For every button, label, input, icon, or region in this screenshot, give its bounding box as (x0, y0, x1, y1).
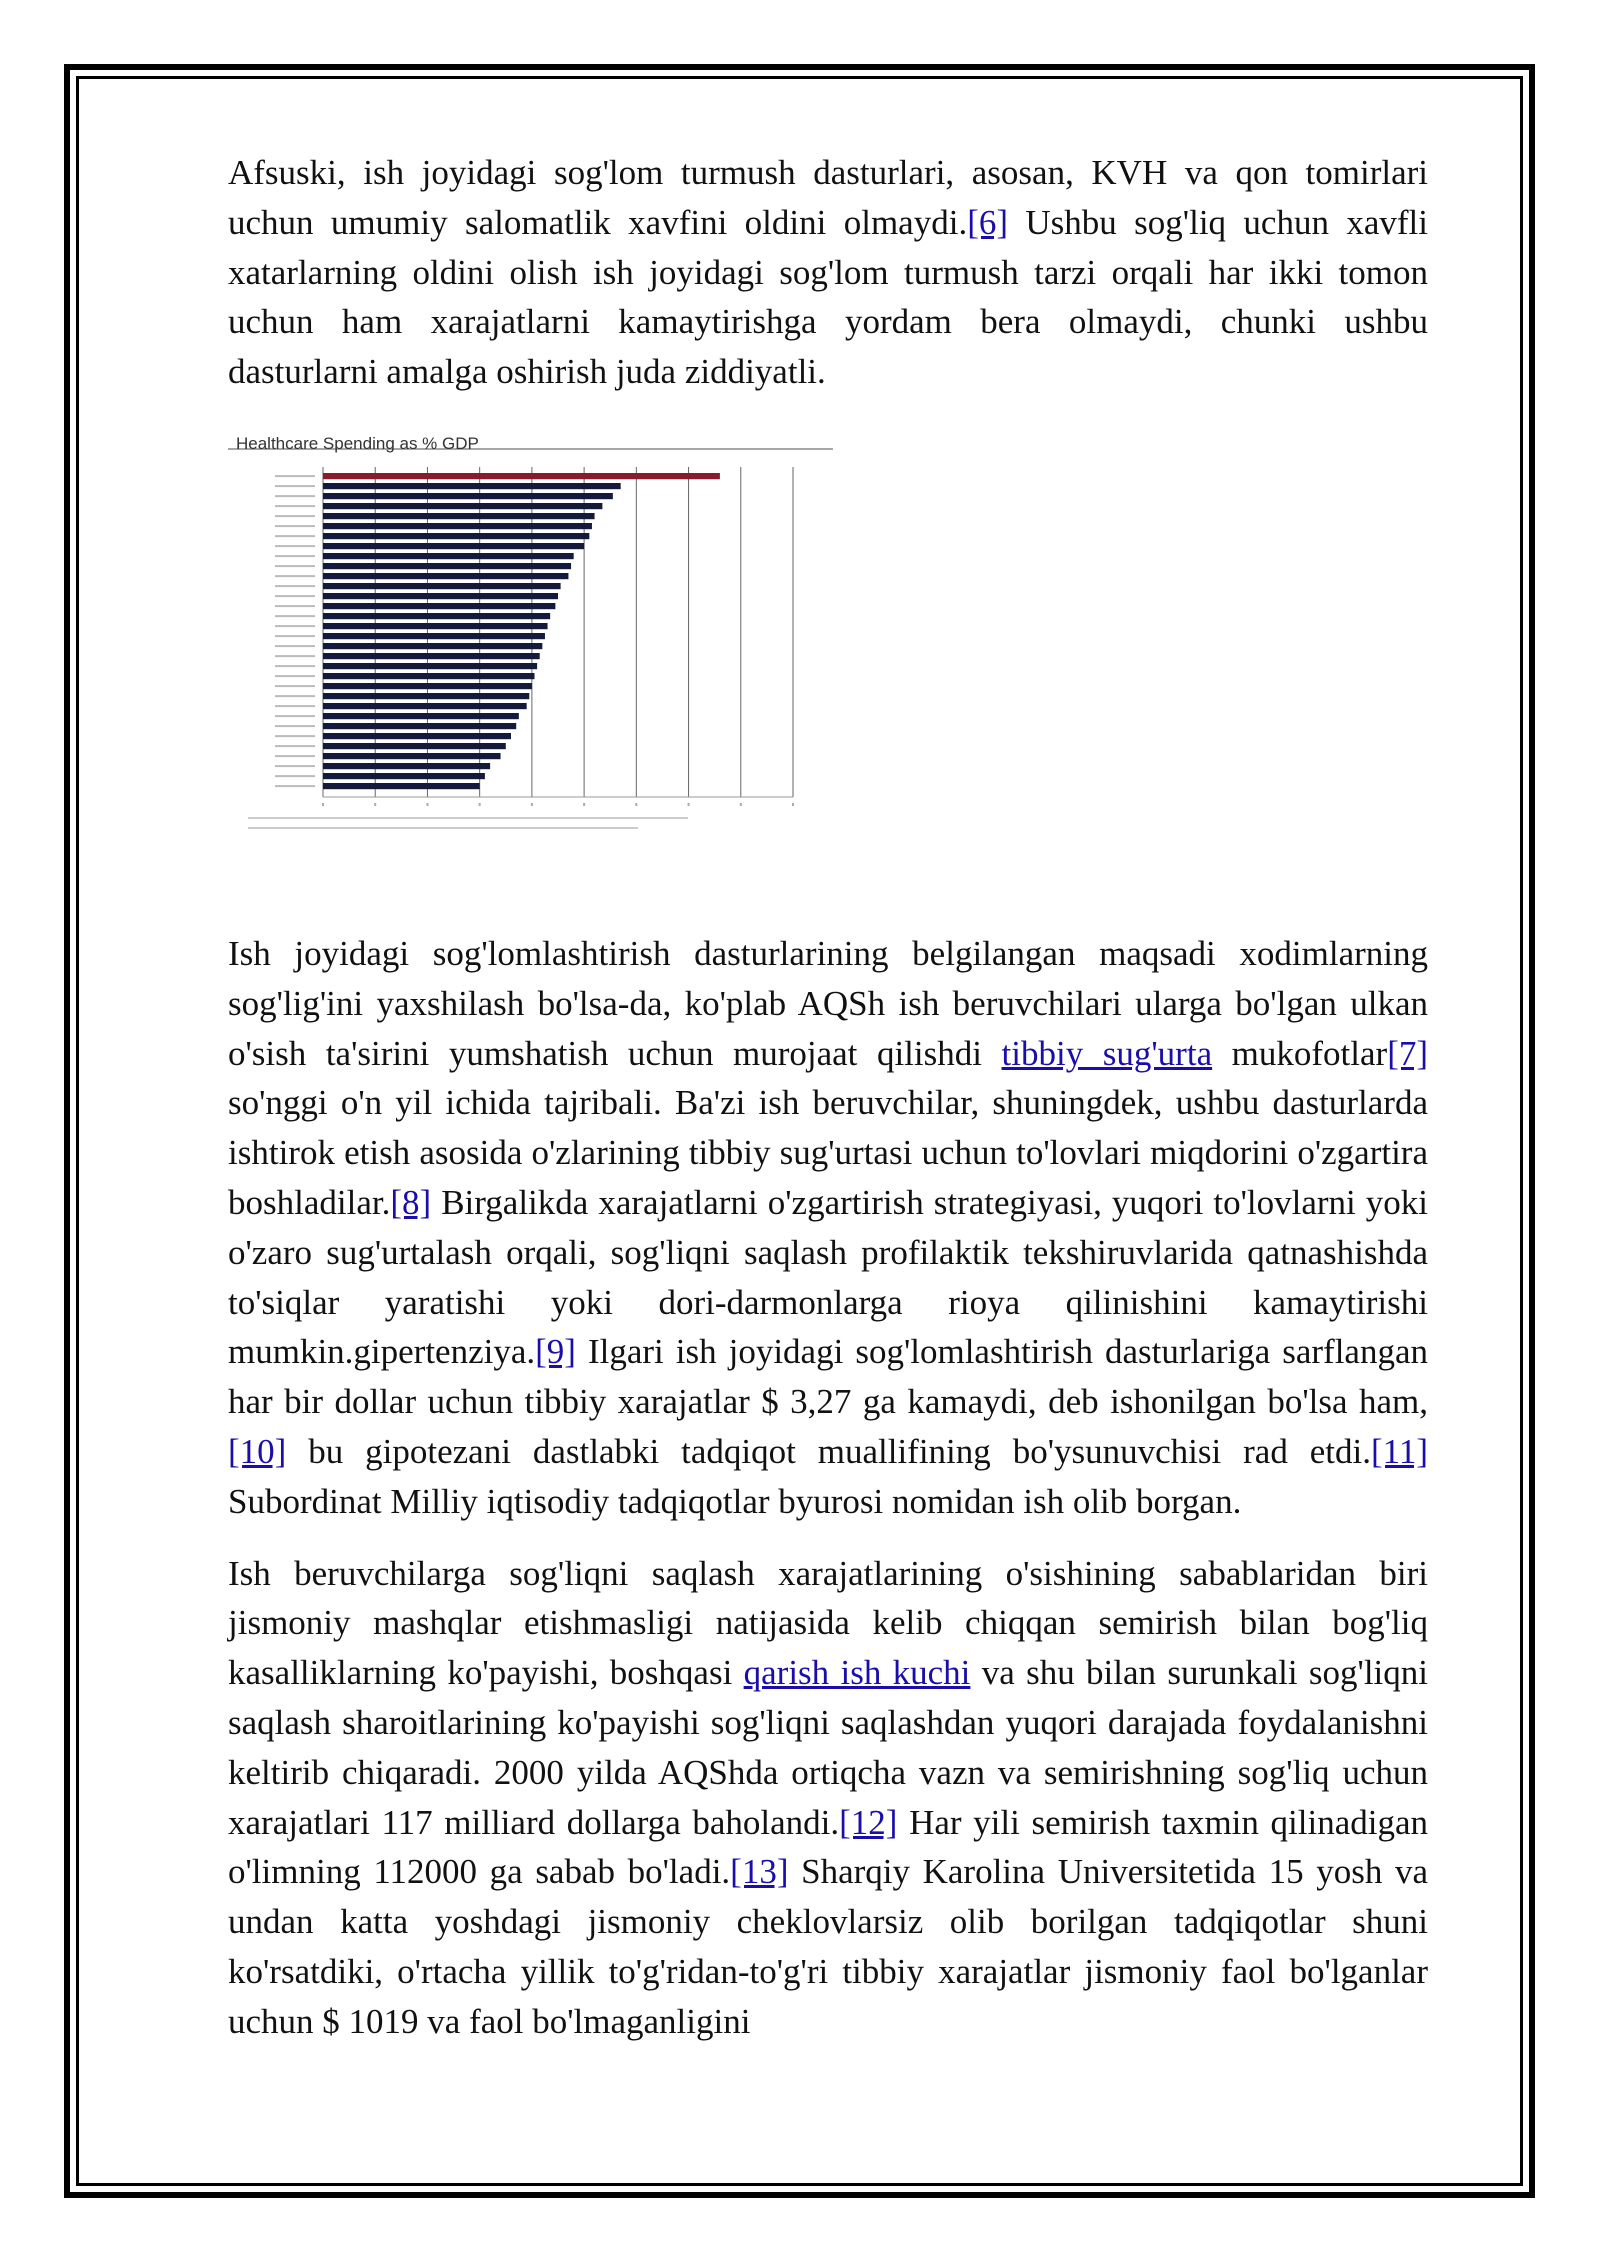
chart-tick-mark (479, 803, 481, 806)
chart-category-label-mark (275, 745, 315, 747)
chart-category-label-mark (275, 635, 315, 637)
chart-tick-mark (374, 803, 376, 806)
paragraph-text: Subordinat Milliy iqtisodiy tadqiqotlar byurosi nomidan ish olib borgan. (228, 1481, 1242, 1521)
chart-tick-mark (740, 803, 742, 806)
chart-bar (323, 753, 501, 759)
chart-category-label-mark (275, 755, 315, 757)
chart-category-label-mark (275, 585, 315, 587)
chart-category-label-mark (275, 725, 315, 727)
paragraph-text: va shu bilan surunkali sog'liqni saqlash sharoitlarining ko'payishi sog'liqni saqlashdan yuqori darajada foydalanishni keltirib chiqaradi. 2000 yilda AQShda ortiqcha vazn va semirishning sog'liq uchun xarajatlari 117 milliard dollarga baholandi. (228, 1653, 1428, 1842)
chart-bar (323, 693, 529, 699)
chart-bar (323, 553, 574, 559)
chart-category-label-mark (275, 595, 315, 597)
link-tibbiy-sugurta[interactable]: tibbiy sug'urta (1001, 1033, 1213, 1073)
chart-tick-mark (688, 803, 690, 806)
paragraph-2 (228, 929, 1428, 1527)
chart-bar (323, 723, 516, 729)
chart-category-label-mark (275, 605, 315, 607)
chart-bar (323, 633, 545, 639)
chart-category-label-mark (275, 685, 315, 687)
chart-bar (323, 563, 571, 569)
paragraph-text: mukofotlar (1212, 1033, 1388, 1073)
document-body (228, 148, 1428, 2047)
chart-category-label-mark (275, 575, 315, 577)
chart-category-label-mark (275, 555, 315, 557)
healthcare-spending-chart (228, 417, 838, 857)
paragraph-text: Ushbu sog'liq uchun xavfli xatarlarning oldini olish ish joyidagi sog'lom turmush tarzi orqali har ikki tomon uchun ham xarajatlarni kamaytirishga yordam bera olmaydi, chunki ushbu dasturlarni amalga oshirish juda ziddiyatli. (228, 202, 1428, 392)
chart-bar (323, 603, 555, 609)
paragraph-text: so'nggi o'n yil ichida tajribali. Ba'zi ish beruvchilar, shuningdek, ushbu dasturlarda ishtirok etish asosida o'zlarining tibbiy sug'urtasi uchun to'lovlari miqdorini o'zgartira boshladilar. (228, 1083, 1428, 1222)
chart-category-label-mark (275, 525, 315, 527)
chart-bar (323, 713, 519, 719)
chart-tick-mark (322, 803, 324, 806)
chart-bar (323, 613, 550, 619)
chart-tick-mark (583, 803, 585, 806)
chart-category-label-mark (275, 485, 315, 487)
paragraph-text: Ilgari ish joyidagi sog'lomlashtirish dasturlariga sarflangan har bir dollar uchun tibbiy xarajatlar $ 3,27 ga kamaydi, deb ishonilgan bo'lsa ham, (228, 1332, 1428, 1422)
paragraph-text: Har yili semirish taxmin qilinadigan o'limning 112000 ga sabab bo'ladi. (228, 1802, 1428, 1892)
chart-bar (323, 743, 506, 749)
chart-category-label-mark (275, 735, 315, 737)
chart-bar (323, 773, 485, 779)
chart-svg (228, 417, 838, 857)
chart-category-label-mark (275, 655, 315, 657)
chart-category-label-mark (275, 495, 315, 497)
citation-link-10[interactable]: [10] (228, 1431, 287, 1471)
chart-bar (323, 503, 602, 509)
chart-bar (323, 573, 568, 579)
chart-category-label-mark (275, 505, 315, 507)
chart-category-label-mark (275, 785, 315, 787)
paragraph-3 (228, 1549, 1428, 2047)
chart-category-label-mark (275, 535, 315, 537)
chart-bar (323, 783, 480, 789)
chart-bar (323, 473, 720, 479)
link-qarish-ish-kuchi[interactable]: qarish ish kuchi (743, 1653, 971, 1693)
chart-bar (323, 643, 542, 649)
paragraph-text: bu gipotezani dastlabki tadqiqot muallifining bo'ysunuvchisi rad etdi. (286, 1431, 1371, 1471)
chart-category-label-mark (275, 775, 315, 777)
chart-bar (323, 483, 621, 489)
chart-category-label-mark (275, 545, 315, 547)
chart-bar (323, 533, 589, 539)
citation-link-12[interactable]: [12] (839, 1802, 898, 1842)
chart-category-label-mark (275, 475, 315, 477)
chart-category-label-mark (275, 615, 315, 617)
paragraph-text: Afsuski, ish joyidagi sog'lom turmush dasturlari, asosan, KVH va qon tomirlari uchun umumiy salomatlik xavfini oldini olmaydi. (228, 153, 1428, 242)
chart-bar (323, 513, 595, 519)
chart-category-label-mark (275, 645, 315, 647)
chart-category-label-mark (275, 765, 315, 767)
chart-bar (323, 493, 613, 499)
chart-bar (323, 733, 511, 739)
chart-tick-mark (531, 803, 533, 806)
chart-bar (323, 523, 592, 529)
paragraph-text: Ish joyidagi sog'lomlashtirish dasturlarining belgilangan maqsadi xodimlarning sog'lig'ini yaxshilash bo'lsa-da, ko'plab AQSh ish beruvchilari ularga bo'lgan ulkan o'sish ta'sirini yumshatish uchun murojaat qilishdi (228, 933, 1428, 1073)
chart-bar (323, 543, 584, 549)
chart-tick-mark (635, 803, 637, 806)
chart-category-label-mark (275, 675, 315, 677)
chart-bar (323, 763, 490, 769)
chart-source-note-mark (248, 817, 688, 819)
chart-category-label-mark (275, 515, 315, 517)
chart-category-label-mark (275, 625, 315, 627)
citation-link-13[interactable]: [13] (730, 1852, 789, 1892)
chart-bar (323, 663, 537, 669)
paragraph-text: Ish beruvchilarga sog'liqni saqlash xarajatlarining o'sishining sabablaridan biri jismoniy mashqlar etishmasligi natijasida kelib chiqqan semirish bilan bog'liq kasalliklarning ko'payishi, boshqasi (228, 1553, 1428, 1693)
chart-category-label-mark (275, 705, 315, 707)
chart-bar (323, 673, 535, 679)
paragraph-1 (228, 148, 1428, 397)
chart-bar (323, 623, 548, 629)
paragraph-text: Sharqiy Karolina Universitetida 15 yosh va undan katta yoshdagi jismoniy cheklovlarsiz olib borilgan tadqiqotlar shuni ko'rsatdiki, o'rtacha yillik to'g'ridan-to'g'ri tibbiy xarajatlar jismoniy faol bo'lganlar uchun $ 1019 va faol bo'lmaganligini (228, 1852, 1428, 2041)
citation-link-11[interactable]: [11] (1370, 1431, 1428, 1471)
citation-link-8[interactable]: [8] (390, 1182, 432, 1222)
chart-bar (323, 593, 558, 599)
chart-bar (323, 683, 532, 689)
chart-tick-mark (792, 803, 794, 806)
citation-link-9[interactable]: [9] (535, 1332, 576, 1372)
chart-category-label-mark (275, 565, 315, 567)
chart-bar (323, 703, 527, 709)
chart-category-label-mark (275, 695, 315, 697)
paragraph-text: Birgalikda xarajatlarni o'zgartirish strategiyasi, yuqori to'lovlarni yoki o'zaro sug'urtalash orqali, sog'liqni saqlash profilaktik tekshiruvlarida qatnashishda to'siqlar yaratishi yoki dori-darmonlarga rioya qilinishini kamaytirishi mumkin.gipertenziya. (228, 1182, 1428, 1372)
chart-bar (323, 583, 561, 589)
citation-link-6[interactable]: [6] (967, 202, 1009, 242)
chart-category-label-mark (275, 715, 315, 717)
citation-link-7[interactable]: [7] (1387, 1033, 1428, 1073)
chart-category-label-mark (275, 665, 315, 667)
chart-bar (323, 653, 540, 659)
chart-tick-mark (426, 803, 428, 806)
chart-source-note-mark (248, 827, 638, 829)
chart-title: Healthcare Spending as % GDP (236, 433, 479, 453)
